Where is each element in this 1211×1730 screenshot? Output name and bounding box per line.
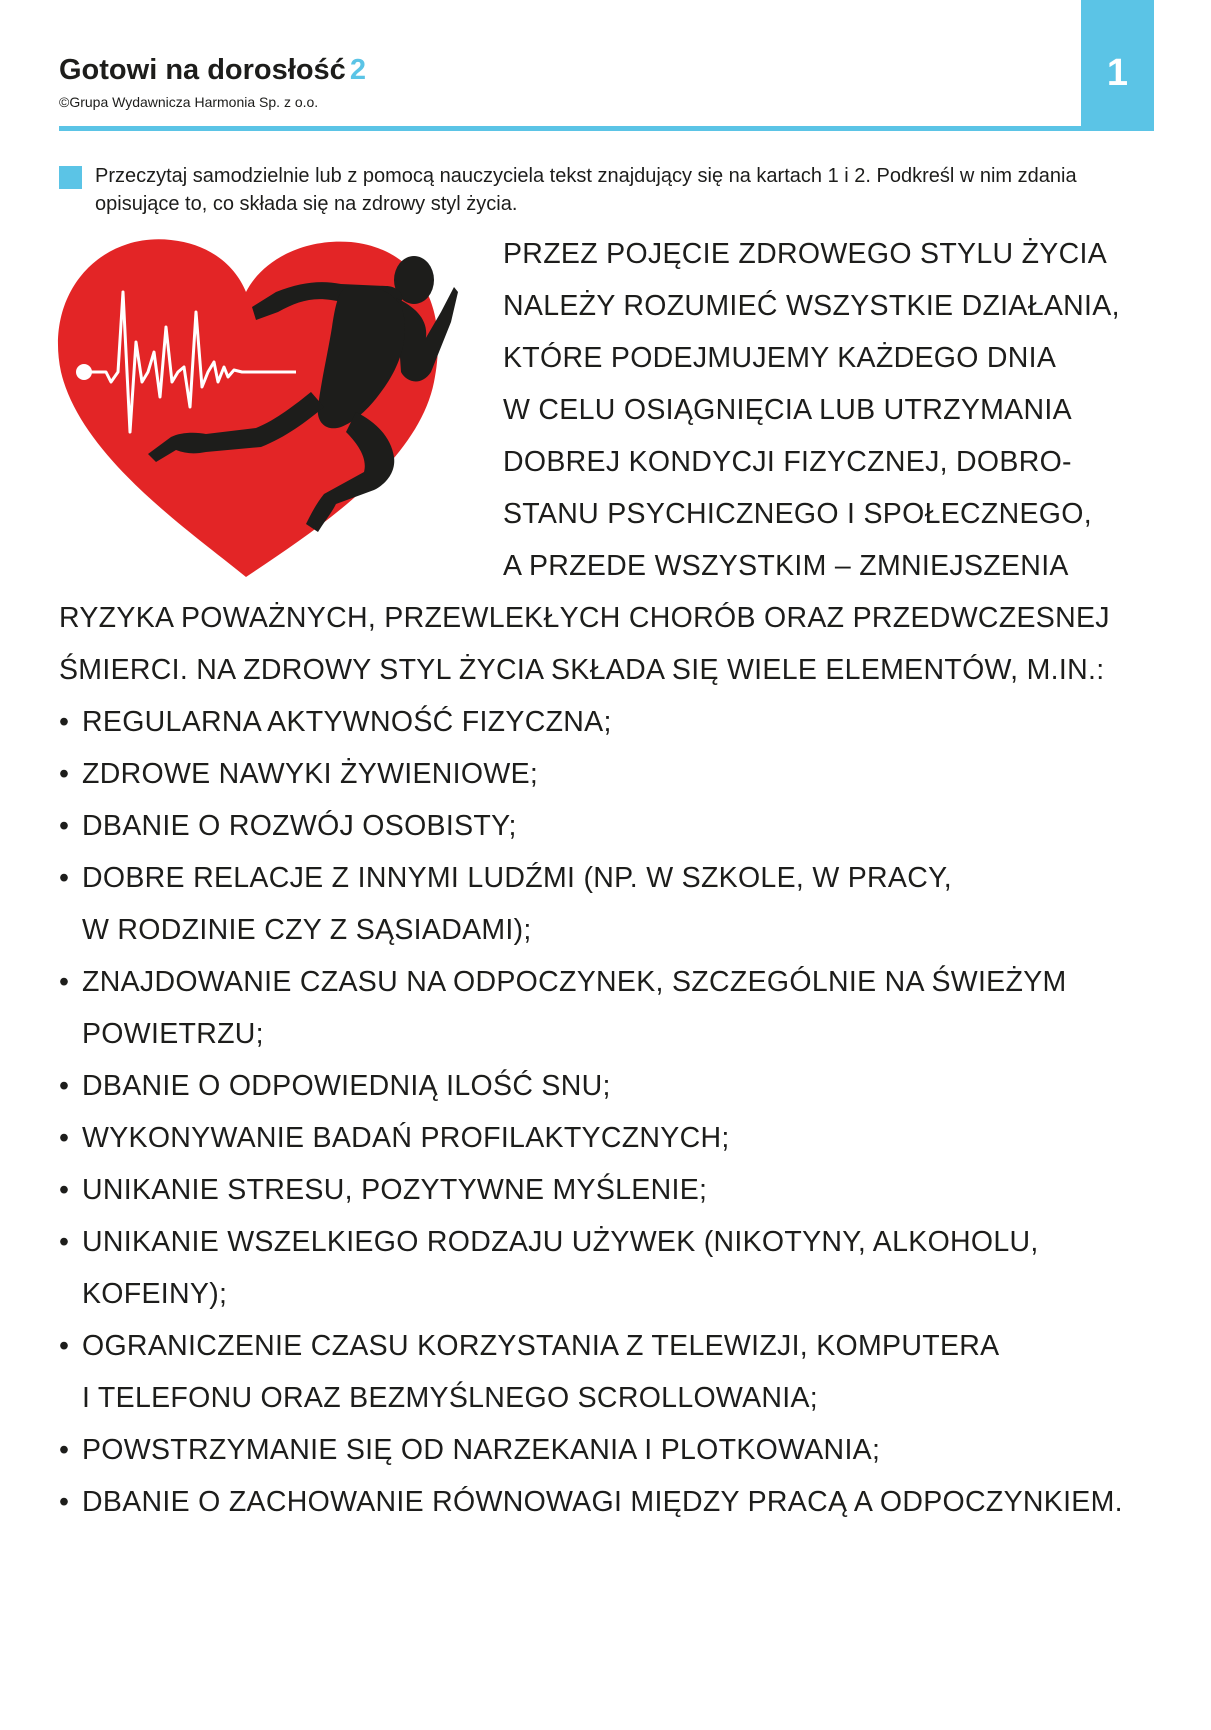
healthy-lifestyle-list [59, 696, 1123, 1528]
intro-line: KTÓRE PODEJMUJEMY KAŻDEGO DNIA [503, 342, 1057, 374]
list-item-line: POWIETRZU; [82, 1018, 264, 1050]
heartbeat-dot [76, 364, 92, 380]
list-item [59, 1424, 1123, 1476]
list-item [59, 1112, 1123, 1164]
bullet-dot-icon: • [59, 862, 70, 894]
intro-line: RYZYKA POWAŻNYCH, PRZEWLEKŁYCH CHORÓB ORAZ PRZEDWCZESNEJ [59, 602, 1110, 634]
intro-paragraph [503, 228, 1120, 592]
list-item-line: I TELEFONU ORAZ BEZMYŚLNEGO SCROLLOWANIA; [82, 1382, 819, 1414]
list-item-line: REGULARNA AKTYWNOŚĆ FIZYCZNA; [82, 706, 612, 738]
bullet-dot-icon: • [59, 1486, 70, 1518]
bullet-dot-icon: • [59, 758, 70, 790]
blue-square-icon [59, 166, 82, 189]
heart-runner-icon [56, 232, 471, 587]
intro-line: PRZEZ POJĘCIE ZDROWEGO STYLU ŻYCIA [503, 238, 1108, 270]
book-volume: 2 [349, 54, 366, 86]
intro-line: W CELU OSIĄGNIĘCIA LUB UTRZYMANIA [503, 394, 1072, 426]
list-item [59, 696, 1123, 748]
list-item-line: DBANIE O ROZWÓJ OSOBISTY; [82, 810, 517, 842]
list-item [59, 1216, 1123, 1320]
list-item [59, 1164, 1123, 1216]
list-item-line: ZNAJDOWANIE CZASU NA ODPOCZYNEK, SZCZEGÓLNIE NA ŚWIEŻYM [82, 966, 1067, 998]
list-item [59, 1060, 1123, 1112]
list-item-line: OGRANICZENIE CZASU KORZYSTANIA Z TELEWIZJI, KOMPUTERA [82, 1330, 1000, 1362]
copyright: ©Grupa Wydawnicza Harmonia Sp. z o.o. [59, 94, 319, 110]
bullet-dot-icon: • [59, 1122, 70, 1154]
list-item-line: UNIKANIE WSZELKIEGO RODZAJU UŻYWEK (NIKOTYNY, ALKOHOLU, [82, 1226, 1039, 1258]
list-item [59, 1476, 1123, 1528]
list-item-line: W RODZINIE CZY Z SĄSIADAMI); [82, 914, 532, 946]
list-item-line: POWSTRZYMANIE SIĘ OD NARZEKANIA I PLOTKOWANIA; [82, 1434, 881, 1466]
list-item [59, 852, 1123, 956]
task-instruction: Przeczytaj samodzielnie lub z pomocą nauczyciela tekst znajdujący się na kartach 1 i 2. Podkreśl w nim zdania opisujące to, co składa się na zdrowy styl życia. [95, 165, 1077, 215]
list-item-line: DOBRE RELACJE Z INNYMI LUDŹMI (NP. W SZKOLE, W PRACY, [82, 862, 952, 894]
bullet-dot-icon: • [59, 1330, 70, 1362]
list-item-line: DBANIE O ZACHOWANIE RÓWNOWAGI MIĘDZY PRACĄ A ODPOCZYNKIEM. [82, 1486, 1123, 1518]
bullet-dot-icon: • [59, 810, 70, 842]
page-number: 1 [1106, 52, 1129, 94]
list-item-line: UNIKANIE STRESU, POZYTYWNE MYŚLENIE; [82, 1174, 708, 1206]
list-item-line: KOFEINY); [82, 1278, 228, 1310]
bullet-dot-icon: • [59, 1070, 70, 1102]
book-title-text: Gotowi na dorosłość [59, 54, 346, 86]
bullet-dot-icon: • [59, 1174, 70, 1206]
page-number-tab [1081, 0, 1154, 130]
bullet-dot-icon: • [59, 1434, 70, 1466]
intro-paragraph-continued [59, 592, 1110, 696]
list-item [59, 748, 1123, 800]
bullet-dot-icon: • [59, 1226, 70, 1258]
header-divider [59, 126, 1154, 131]
bullet-dot-icon: • [59, 966, 70, 998]
bullet-dot-icon: • [59, 706, 70, 738]
intro-line: A PRZEDE WSZYSTKIM – ZMNIEJSZENIA [503, 550, 1069, 582]
intro-line: NALEŻY ROZUMIEĆ WSZYSTKIE DZIAŁANIA, [503, 290, 1120, 322]
list-item [59, 800, 1123, 852]
intro-line: ŚMIERCI. NA ZDROWY STYL ŻYCIA SKŁADA SIĘ WIELE ELEMENTÓW, M.IN.: [59, 654, 1105, 686]
list-item [59, 956, 1123, 1060]
intro-line: STANU PSYCHICZNEGO I SPOŁECZNEGO, [503, 498, 1092, 530]
list-item-line: ZDROWE NAWYKI ŻYWIENIOWE; [82, 758, 539, 790]
intro-line: DOBREJ KONDYCJI FIZYCZNEJ, DOBRO- [503, 446, 1072, 478]
list-item-line: DBANIE O ODPOWIEDNIĄ ILOŚĆ SNU; [82, 1070, 611, 1102]
list-item-line: WYKONYWANIE BADAŃ PROFILAKTYCZNYCH; [82, 1122, 730, 1154]
list-item [59, 1320, 1123, 1424]
book-title [59, 56, 366, 85]
